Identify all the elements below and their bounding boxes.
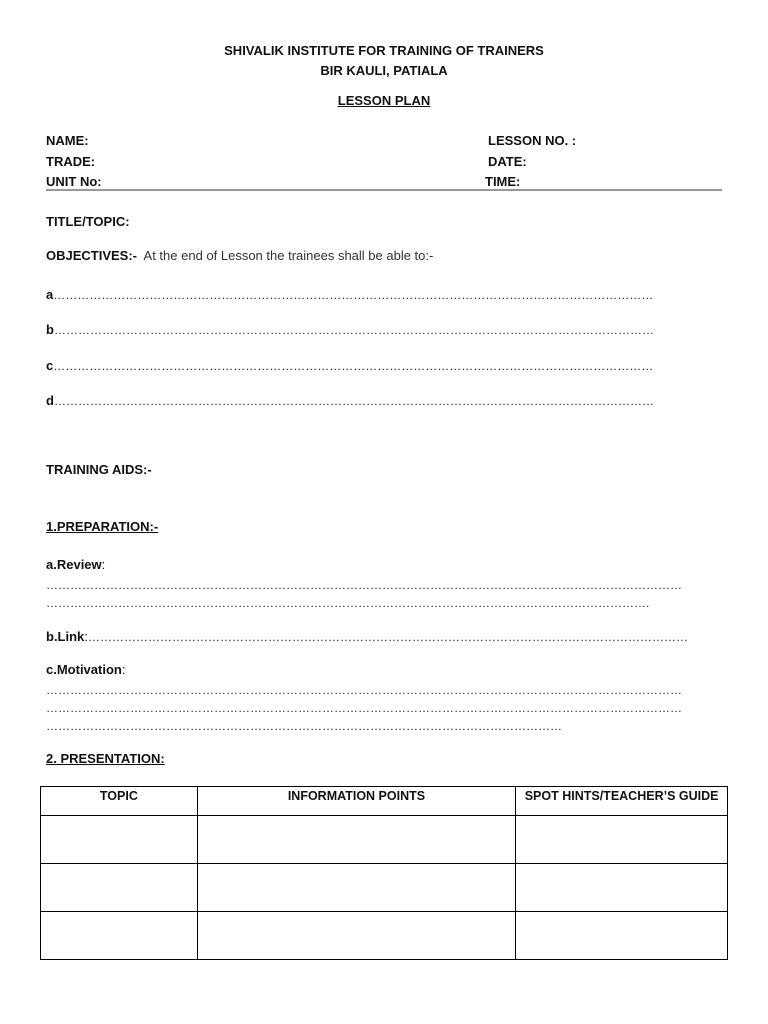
column-header-information-points: INFORMATION POINTS bbox=[197, 787, 515, 816]
table-cell[interactable] bbox=[197, 816, 515, 864]
trade-field-label: TRADE: bbox=[46, 154, 96, 169]
table-row bbox=[41, 912, 728, 960]
table-cell[interactable] bbox=[41, 864, 198, 912]
table-row bbox=[41, 816, 728, 864]
time-field-label: TIME: bbox=[485, 174, 521, 189]
lesson-no-field-label: LESSON NO. : bbox=[488, 133, 577, 148]
review-label-line bbox=[46, 557, 105, 572]
preparation-heading bbox=[46, 519, 158, 534]
date-field-label: DATE: bbox=[488, 154, 527, 169]
objective-item-b bbox=[46, 321, 710, 339]
objective-item-c bbox=[46, 357, 722, 375]
column-header-topic: TOPIC bbox=[41, 787, 198, 816]
presentation-table bbox=[40, 786, 728, 960]
objective-dots: …………………………………………………………………………………………………………………………………… bbox=[53, 288, 654, 302]
table-row bbox=[41, 864, 728, 912]
motivation-label-line bbox=[46, 662, 125, 677]
table-cell[interactable] bbox=[41, 816, 198, 864]
objective-letter: c bbox=[46, 358, 54, 373]
institute-location: BIR KAULI, PATIALA bbox=[320, 63, 448, 78]
link-label: b.Link bbox=[46, 629, 85, 644]
objectives-line bbox=[46, 248, 433, 263]
link-dots: …………………………………………………………………………………………………………………………………… bbox=[87, 630, 688, 644]
table-cell[interactable] bbox=[516, 912, 728, 960]
table-cell[interactable] bbox=[197, 864, 515, 912]
document-title-text: LESSON PLAN bbox=[337, 93, 431, 108]
objective-letter: a bbox=[46, 287, 54, 302]
review-dots-line-2: ……………………………………………………………………………………………………………………………………. bbox=[46, 596, 650, 610]
presentation-heading-text: 2. PRESENTATION: bbox=[46, 751, 165, 766]
objective-dots: …………………………………………………………………………………………………………………………………… bbox=[53, 359, 654, 373]
table-cell[interactable] bbox=[516, 864, 728, 912]
presentation-heading bbox=[46, 751, 165, 766]
table-cell[interactable] bbox=[516, 816, 728, 864]
title-topic-label: TITLE/TOPIC: bbox=[46, 214, 130, 229]
link-line bbox=[46, 628, 718, 646]
unit-no-field-label: UNIT No: bbox=[46, 174, 102, 189]
objectives-label: OBJECTIVES:- bbox=[46, 248, 138, 263]
objectives-intro: At the end of Lesson the trainees shall be able to:- bbox=[143, 248, 434, 263]
header-divider bbox=[46, 189, 722, 191]
review-label: a.Review bbox=[46, 557, 102, 572]
review-dots-line-1: …………………………………………………………………………………………………………………………………………… bbox=[46, 578, 682, 592]
training-aids-label: TRAINING AIDS:- bbox=[46, 462, 152, 477]
table-cell[interactable] bbox=[197, 912, 515, 960]
table-header-row bbox=[41, 787, 728, 816]
motivation-label: c.Motivation bbox=[46, 662, 122, 677]
objective-dots: …………………………………………………………………………………………………………………………………… bbox=[53, 394, 654, 408]
name-field-label: NAME: bbox=[46, 133, 89, 148]
motivation-colon: : bbox=[121, 662, 126, 677]
motivation-dots-line-2: …………………………………………………………………………………………………………………………………………… bbox=[46, 701, 682, 715]
motivation-dots-line-3: ………………………………………………………………………………………………………………… bbox=[46, 719, 562, 733]
table-cell[interactable] bbox=[41, 912, 198, 960]
objective-letter: b bbox=[46, 322, 54, 337]
review-colon: : bbox=[101, 557, 106, 572]
institute-name: SHIVALIK INSTITUTE FOR TRAINING OF TRAINERS bbox=[224, 43, 544, 58]
objective-item-d bbox=[46, 392, 710, 410]
motivation-dots-line-1: …………………………………………………………………………………………………………………………………………… bbox=[46, 683, 682, 697]
preparation-heading-text: 1.PREPARATION:- bbox=[46, 519, 159, 534]
link-colon: : bbox=[84, 629, 88, 644]
objective-dots: …………………………………………………………………………………………………………………………………… bbox=[53, 323, 654, 337]
objective-item-a bbox=[46, 286, 722, 304]
document-title bbox=[0, 93, 768, 108]
objective-letter: d bbox=[46, 393, 54, 408]
column-header-spot-hints: SPOT HINTS/TEACHER’S GUIDE bbox=[516, 787, 728, 816]
